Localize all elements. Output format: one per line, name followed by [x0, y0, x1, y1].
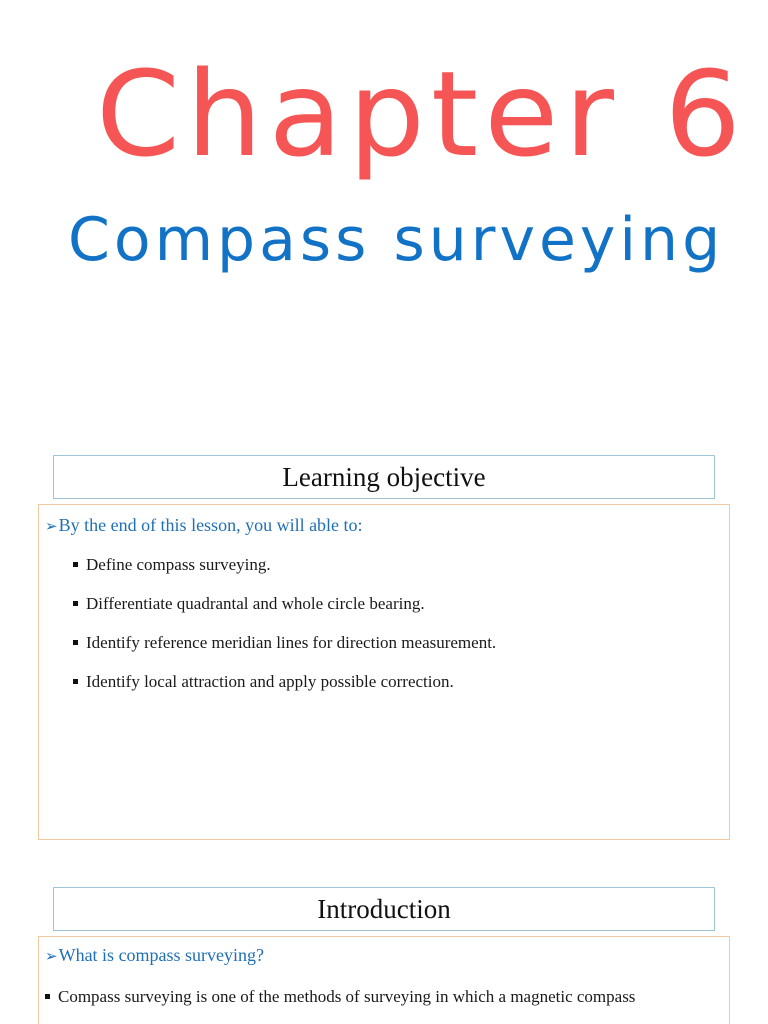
introduction-paragraph: [45, 987, 731, 1007]
arrow-bullet-icon: ➢: [45, 947, 58, 965]
learning-objective-lead: [45, 515, 363, 536]
square-bullet-icon: [73, 679, 78, 684]
introduction-question-text: What is compass surveying?: [58, 945, 265, 965]
objective-item-text: Define compass surveying.: [86, 555, 271, 574]
square-bullet-icon: [73, 562, 78, 567]
chapter-subtitle: Compass surveying: [68, 205, 725, 275]
learning-objective-box: [38, 504, 730, 840]
objective-item: [73, 594, 496, 633]
objective-item: [73, 555, 496, 594]
chapter-title: Chapter 6: [96, 45, 748, 183]
introduction-heading: [53, 887, 715, 931]
learning-objective-lead-text: By the end of this lesson, you will able to:: [58, 515, 363, 535]
square-bullet-icon: [73, 640, 78, 645]
introduction-question: [45, 945, 264, 966]
arrow-bullet-icon: ➢: [45, 517, 58, 535]
objective-item-text: Identify reference meridian lines for direction measurement.: [86, 633, 497, 652]
introduction-heading-text: Introduction: [317, 893, 451, 924]
objective-item-text: Identify local attraction and apply possible correction.: [86, 672, 454, 691]
objective-item-text: Differentiate quadrantal and whole circle bearing.: [86, 594, 425, 613]
objective-item: [73, 633, 496, 672]
square-bullet-icon: [73, 601, 78, 606]
introduction-paragraph-text: Compass surveying is one of the methods of surveying in which a magnetic compass: [58, 987, 636, 1006]
square-bullet-icon: [45, 994, 50, 999]
introduction-box: [38, 936, 730, 1024]
learning-objective-heading: [53, 455, 715, 499]
learning-objective-heading-text: Learning objective: [282, 461, 486, 492]
objectives-list: [73, 555, 496, 711]
objective-item: [73, 672, 496, 711]
